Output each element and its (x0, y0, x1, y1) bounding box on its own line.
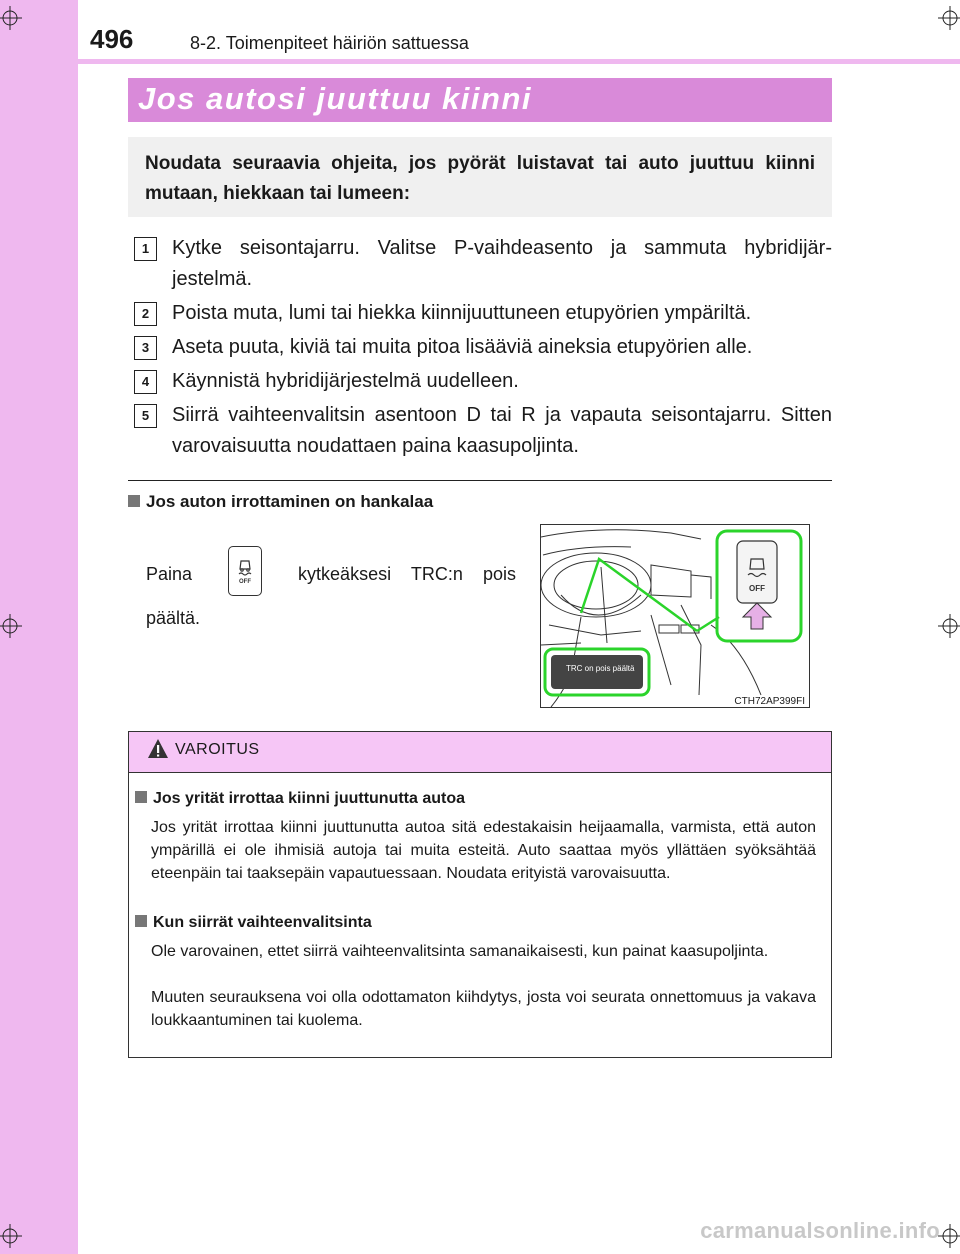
square-bullet-icon (135, 791, 147, 803)
square-bullet-icon (128, 495, 140, 507)
trc-off-button-icon (228, 546, 262, 596)
page-number: 496 (90, 24, 134, 54)
trc-instruction (146, 550, 516, 637)
step-number: 3 (134, 336, 157, 360)
title-bar (128, 78, 832, 122)
page-title: Jos autosi juuttuu kiinni (138, 81, 532, 116)
illus-off-label: OFF (749, 584, 765, 593)
dashboard-illustration (540, 524, 810, 708)
warning-item-body: Jos yrität irrottaa kiinni juuttunutta autoa sitä edestakaisin heijaamalla, varmista, että auton ympärillä ei ole ihmisiä autoja tai muita esteitä. Auto saattaa myös yllättäen syöksähtää eteenpäin tai taaksepäin vapautuessaan. Noudata erityistä varovaisuutta. (151, 819, 816, 882)
header-rule (78, 59, 960, 64)
warning-box (128, 731, 832, 1058)
registration-mark-icon (0, 1218, 36, 1254)
warning-item-body-continued: Muuten seurauksena voi olla odottamaton kiihdytys, josta voi seurata onnettomuus ja vakava loukkaantuminen tai kuolema. (151, 989, 816, 1029)
illustration-code: CTH72AP399FI (734, 696, 805, 707)
step-item (128, 233, 832, 295)
step-text: Käynnistä hybridijärjestelmä uudelleen. (172, 370, 519, 392)
intro-box (128, 137, 832, 217)
step-number: 1 (134, 237, 157, 261)
trc-button-label: OFF (239, 579, 252, 585)
warning-icon (147, 738, 169, 760)
warning-item-title (135, 914, 372, 932)
trc-text-after: kytkeäksesi TRC:n pois päältä. (146, 563, 516, 628)
step-item (128, 298, 832, 329)
trc-display-text: TRC on pois päältä (566, 664, 635, 673)
step-text: Aseta puuta, kiviä tai muita pitoa lisääviä aineksia etupyörien alle. (172, 336, 753, 358)
warning-label: VAROITUS (175, 741, 260, 758)
square-bullet-icon (135, 915, 147, 927)
registration-mark-icon (924, 608, 960, 644)
step-item (128, 332, 832, 363)
warning-item-title-text: Kun siirrät vaihteenvalitsinta (153, 914, 372, 931)
step-text: Poista muta, lumi tai hiekka kiinnijuuttuneen etupyörien ympäriltä. (172, 302, 752, 324)
intro-text: Noudata seuraavia ohjeita, jos pyörät luistavat tai auto juuttuu kiinni mutaan, hiekkaan tai lumeen: (145, 153, 815, 204)
warning-item-title (135, 790, 465, 808)
watermark: carmanualsonline.info (700, 1218, 940, 1243)
subsection-heading (128, 492, 433, 512)
registration-mark-icon (924, 0, 960, 36)
step-number: 5 (134, 404, 157, 428)
warning-item-body: Ole varovainen, ettet siirrä vaihteenvalitsinta samanaikaisesti, kun painat kaasupoljinta. (151, 943, 769, 960)
subsection-heading-text: Jos auton irrottaminen on hankalaa (146, 492, 434, 511)
step-text: Kytke seisontajarru. Valitse P-vaihdeasento ja sammuta hybridijär-jestelmä. (172, 237, 832, 290)
step-number: 4 (134, 370, 157, 394)
warning-header (129, 732, 831, 773)
warning-item-title-text: Jos yrität irrottaa kiinni juuttunutta autoa (153, 790, 466, 807)
trc-text-before: Paina (146, 563, 193, 584)
section-title: 8-2. Toimenpiteet häiriön sattuessa (190, 33, 469, 53)
step-item (128, 366, 832, 397)
dashboard-drawing (541, 525, 809, 707)
registration-mark-icon (0, 0, 36, 36)
registration-mark-icon (0, 608, 36, 644)
step-text: Siirrä vaihteenvalitsin asentoon D tai R ja vapauta seisontajarru. Sitten varovaisuutta noudattaen paina kaasupoljinta. (172, 404, 832, 457)
step-number: 2 (134, 302, 157, 326)
section-divider (128, 480, 832, 481)
step-item (128, 400, 832, 462)
